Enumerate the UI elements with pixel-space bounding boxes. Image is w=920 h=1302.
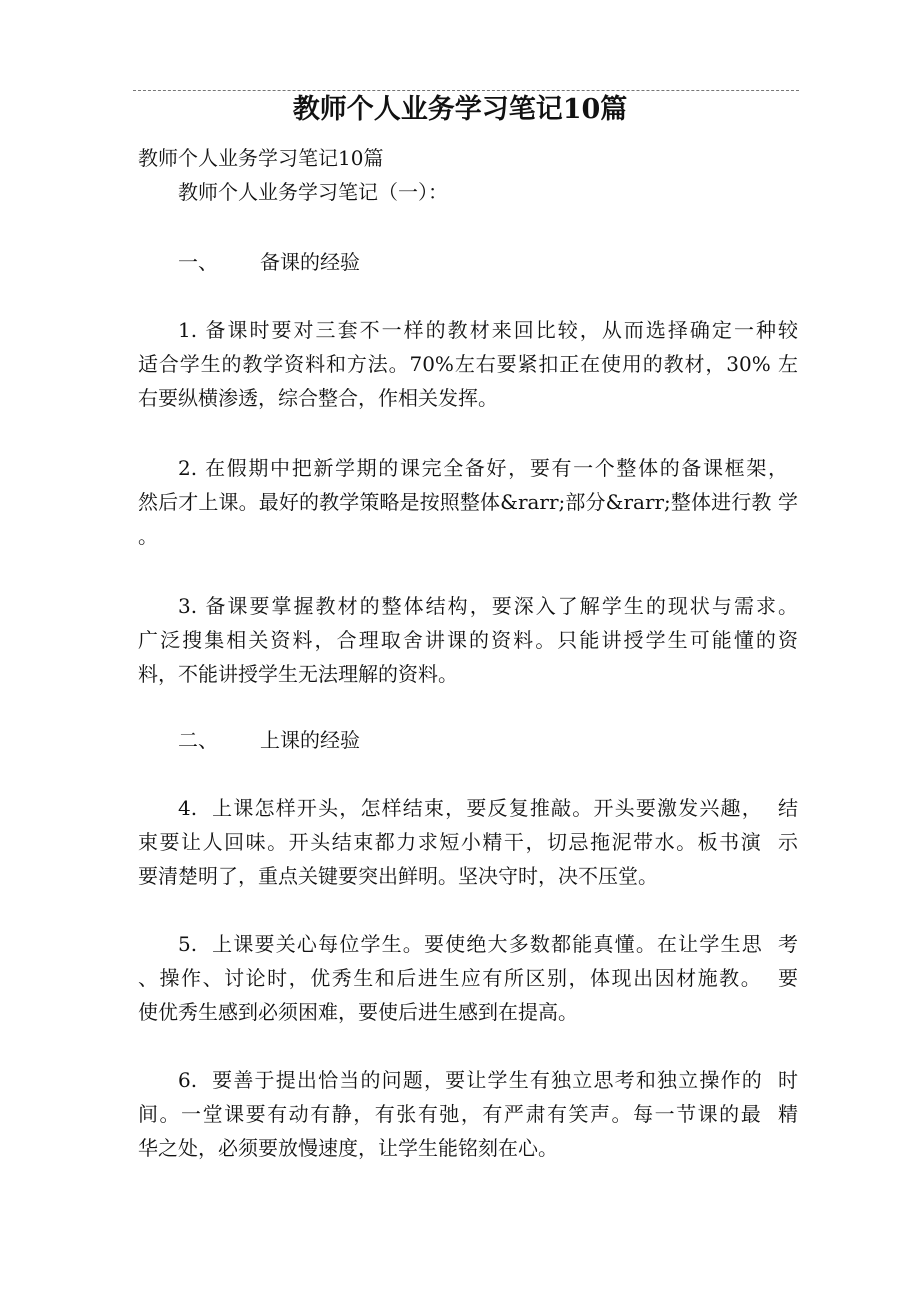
paragraph-line: 间。一堂课要有动有静，有张有弛，有严肃有笑声。每一节课的最 精 <box>138 1102 798 1126</box>
paragraph-line: 华之处，必须要放慢速度，让学生能铭刻在心。 <box>138 1136 558 1160</box>
section-title: 备课的经验 <box>260 250 360 274</box>
paragraph-line: 广泛搜集相关资料，合理取舍讲课的资料。只能讲授学生可能懂的资 <box>138 628 798 652</box>
paragraph-line: 4. 上课怎样开头，怎样结束，要反复推敲。开头要激发兴趣， 结 <box>178 796 798 820</box>
paragraph-line: 1. 备课时要对三套不一样的教材来回比较，从而选择确定一种较 <box>178 318 798 342</box>
section-number: 一、 <box>178 250 218 274</box>
section-heading-1 <box>178 250 360 274</box>
paragraph-line: 3. 备课要掌握教材的整体结构，要深入了解学生的现状与需求。 <box>178 594 798 618</box>
paragraph-line: 6. 要善于提出恰当的问题，要让学生有独立思考和独立操作的 时 <box>178 1068 798 1092</box>
section-title: 上课的经验 <box>260 728 360 752</box>
section-number: 二、 <box>178 728 218 752</box>
paragraph-line: 、操作、讨论时，优秀生和后进生应有所区别，体现出因材施教。 要 <box>138 966 798 990</box>
document-subtitle: 教师个人业务学习笔记10篇 <box>138 146 384 170</box>
paragraph-line: 束要让人回味。开头结束都力求短小精干，切忌拖泥带水。板书演 示 <box>138 830 798 854</box>
paragraph-line: 适合学生的教学资料和方法。70%左右要紧扣正在使用的教材，30% 左 <box>138 352 798 376</box>
paragraph-line: 。 <box>138 524 158 548</box>
paragraph-line: 料，不能讲授学生无法理解的资料。 <box>138 662 458 686</box>
section-heading-2 <box>178 728 360 752</box>
paragraph-line: 右要纵横渗透，综合整合，作相关发挥。 <box>138 386 498 410</box>
document-title: 教师个人业务学习笔记10篇 <box>292 94 628 125</box>
paragraph-line: 使优秀生感到必须困难，要使后进生感到在提高。 <box>138 1000 578 1024</box>
paragraph-line: 5. 上课要关心每位学生。要使绝大多数都能真懂。在让学生思 考 <box>178 932 798 956</box>
part-heading: 教师个人业务学习笔记（一）： <box>178 180 448 204</box>
paragraph-line: 然后才上课。最好的教学策略是按照整体&rarr;部分&rarr;整体进行教 学 <box>138 490 798 514</box>
paragraph-line: 2. 在假期中把新学期的课完全备好，要有一个整体的备课框架， <box>178 456 788 480</box>
paragraph-line: 要清楚明了，重点关键要突出鲜明。坚决守时，决不压堂。 <box>138 864 658 888</box>
